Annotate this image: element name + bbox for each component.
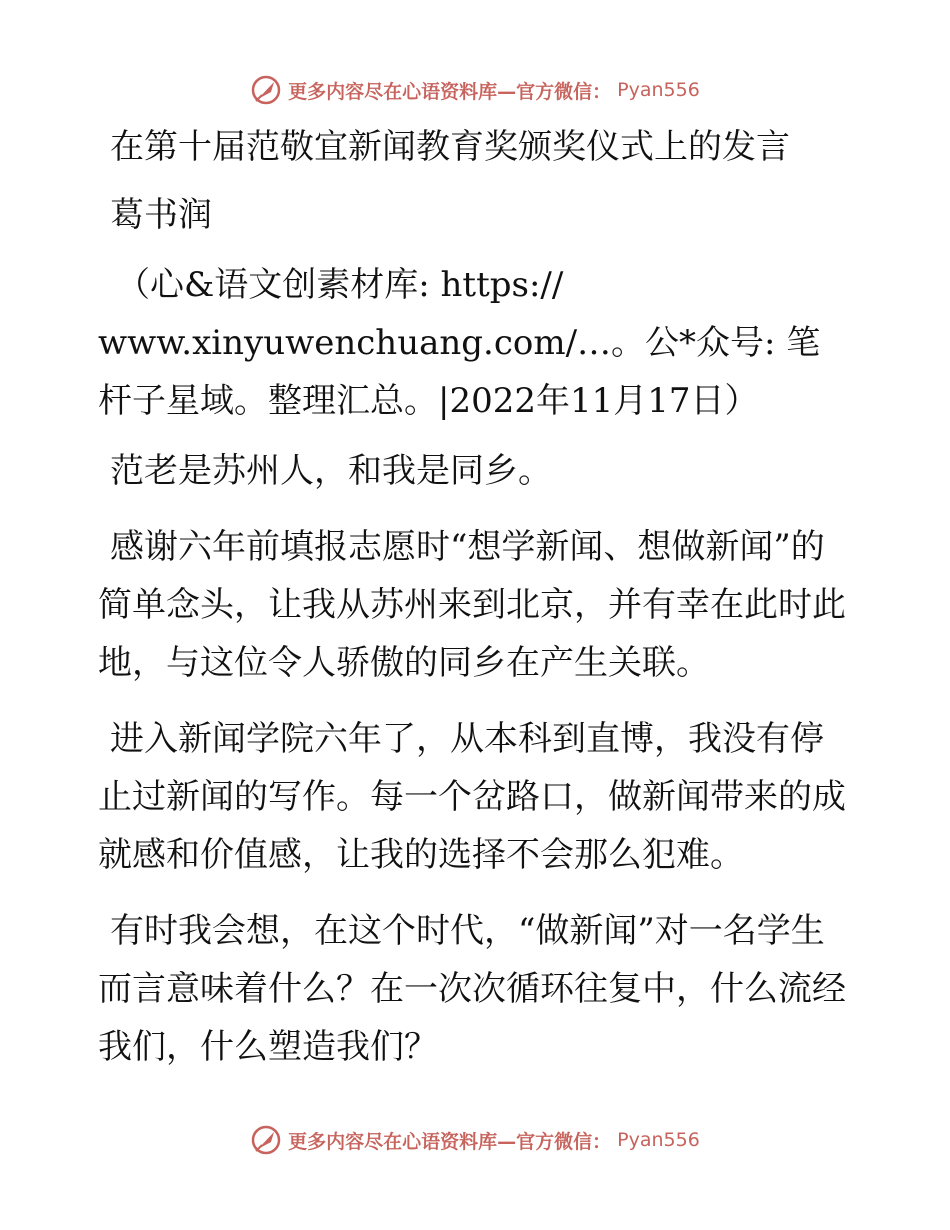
footer-banner-wechat-id: Pyan556: [617, 1129, 700, 1151]
footer-banner-text: 更多内容尽在心语资料库—官方微信：: [288, 1130, 612, 1153]
document-body: [98, 118, 850, 1094]
document-source-note: （心&语文创素材库: https:// www.xinyuwenchuang.com/…。公*众号: 笔杆子星域。整理汇总。|2022年11月17日）: [98, 265, 821, 421]
footer-banner: [0, 1120, 950, 1160]
paragraph-4: 有时我会想，在这个时代，“做新闻”对一名学生而言意味着什么？在一次次循环往复中，什么流经我们，什么塑造我们？: [98, 911, 846, 1067]
quill-pen-logo-icon: [250, 74, 282, 106]
banner-wechat-id: Pyan556: [617, 79, 700, 101]
document-title: 在第十届范敬宜新闻教育奖颁奖仪式上的发言: [110, 127, 790, 167]
header-banner: [0, 70, 950, 110]
banner-text: 更多内容尽在心语资料库—官方微信：: [288, 80, 612, 103]
paragraph-1: 范老是苏州人，和我是同乡。: [110, 451, 552, 491]
document-author: 葛书润: [110, 195, 212, 235]
paragraph-3: 进入新闻学院六年了，从本科到直博，我没有停止过新闻的写作。每一个岔路口，做新闻带来的成就感和价值感，让我的选择不会那么犯难。: [98, 719, 846, 875]
paragraph-2: 感谢六年前填报志愿时“想学新闻、想做新闻”的简单念头，让我从苏州来到北京，并有幸在此时此地，与这位令人骄傲的同乡在产生关联。: [98, 527, 846, 683]
quill-pen-logo-icon: [250, 1124, 282, 1156]
